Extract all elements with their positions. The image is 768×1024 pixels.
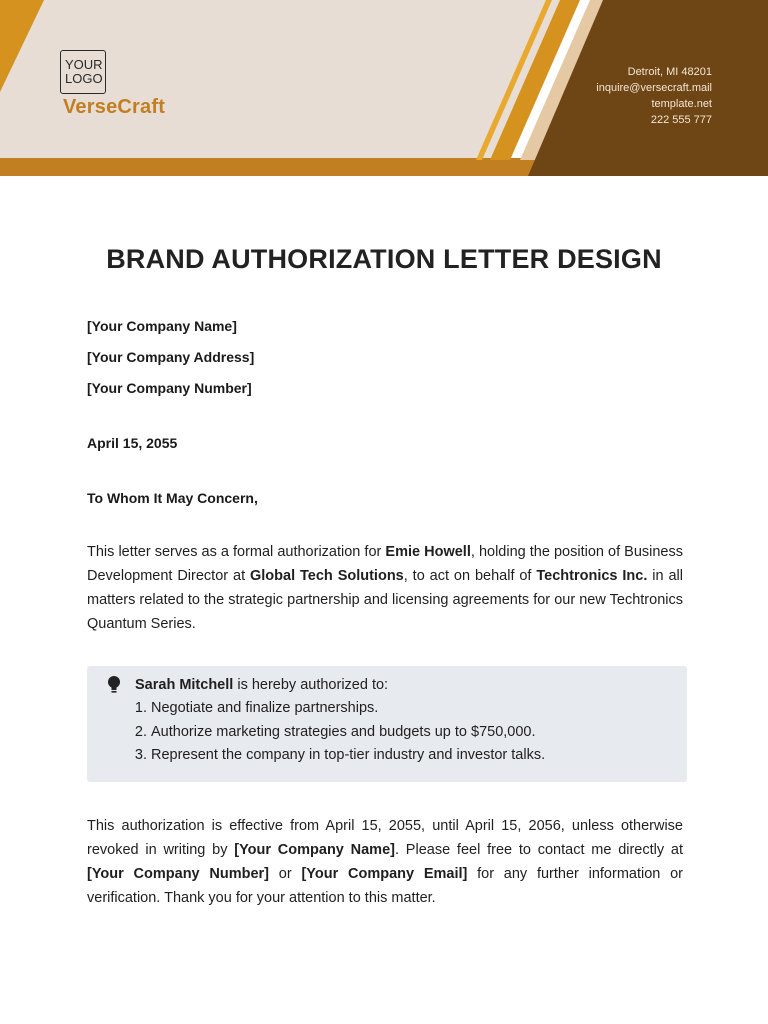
authorized-actions-list [135,697,545,768]
salutation: To Whom It May Concern, [87,490,258,506]
p1-text: in all matters related to the strategic partnership and licensing agreements for our new Techtronics Quantum Series. [87,568,683,632]
authorization-callout [87,666,687,782]
page-title: BRAND AUTHORIZATION LETTER DESIGN [106,244,662,274]
sender-company-address: [Your Company Address] [87,349,255,365]
p2-text: for any further information or verification. Thank you for your attention to this matter. [87,866,684,906]
contact-phone: 222 555 777 [650,114,712,126]
list-item: 1. Negotiate and finalize partnerships. [151,697,545,721]
paragraph-effective-period [87,814,683,910]
p2-text: or [269,866,302,882]
p1-text: This letter serves as a formal authorization for [87,544,386,560]
p1-authorized-person: Emie Howell [385,544,471,560]
letter-date: April 15, 2055 [87,435,178,451]
brand-name: VerseCraft [63,96,166,118]
p1-text: , holding the position of Business Development Director at [87,544,683,584]
p2-company-number: [Your Company Number] [87,866,269,882]
logo-placeholder: YOUR LOGO [60,50,106,94]
list-item: 3. Represent the company in top-tier industry and investor talks. [151,744,545,768]
contact-address: Detroit, MI 48201 [627,66,712,78]
p2-company-email: [Your Company Email] [301,866,468,882]
callout-intro-text: is hereby authorized to: [233,677,389,693]
paragraph-authorization [87,540,683,636]
letterhead [0,0,768,176]
p1-text: , to act on behalf of [403,568,537,584]
contact-block [512,64,712,128]
p1-company: Global Tech Solutions [250,568,404,584]
list-item: 2. Authorize marketing strategies and budgets up to $750,000. [151,721,545,745]
p2-text: . Please feel free to contact me directly at [394,842,684,858]
p2-company-name: [Your Company Name] [234,842,395,858]
p1-client: Techtronics Inc. [536,568,648,584]
sender-company-name: [Your Company Name] [87,318,237,334]
lightbulb-icon [107,675,121,695]
callout-authorized-name: Sarah Mitchell [135,677,234,693]
contact-email-domain: template.net [651,98,712,110]
callout-intro [135,677,388,693]
sender-company-number: [Your Company Number] [87,380,252,396]
p2-text: This authorization is effective from April 15, 2055, until April 15, 2056, unless otherwise revoked in writing by [87,818,683,858]
contact-email: inquire@versecraft.mail [596,82,712,94]
